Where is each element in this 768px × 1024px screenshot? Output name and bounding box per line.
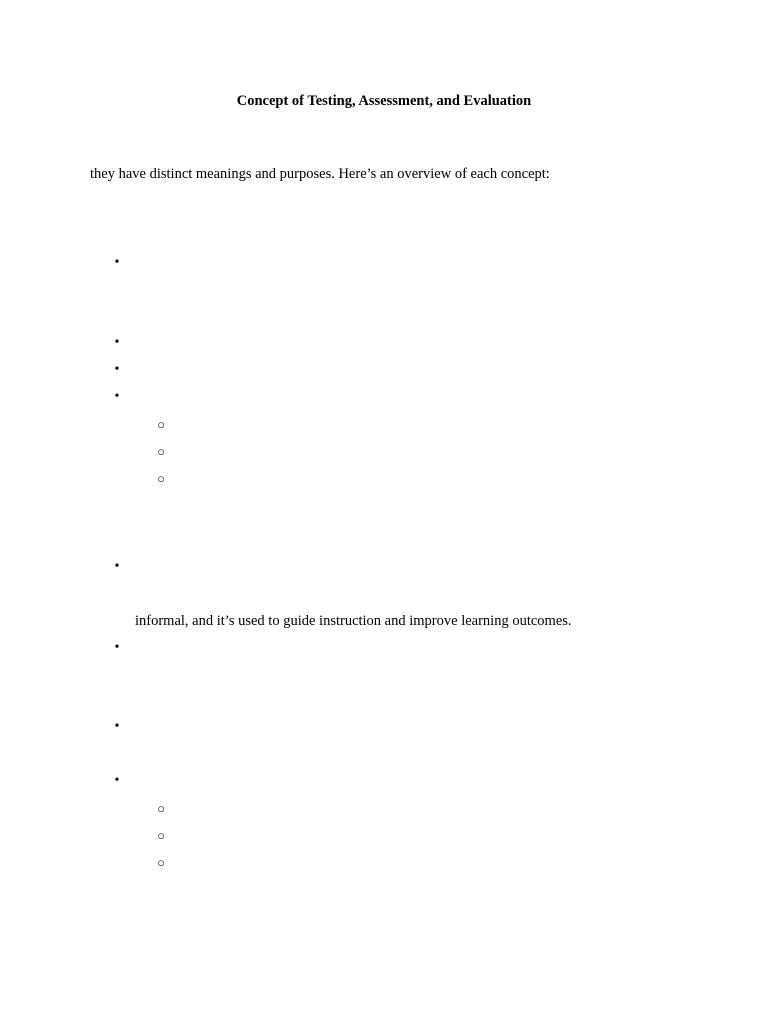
list-sub-bullet: ○	[157, 417, 165, 432]
document-title: Concept of Testing, Assessment, and Evaluation	[236, 93, 532, 109]
list-bullet: •	[114, 640, 120, 655]
list-bullet: •	[114, 773, 120, 788]
list-bullet: •	[114, 719, 120, 734]
list-sub-bullet: ○	[157, 828, 165, 843]
list-bullet: •	[114, 255, 120, 270]
intro-paragraph: they have distinct meanings and purposes. Here’s an overview of each concept:	[90, 166, 550, 182]
list-bullet: •	[114, 559, 120, 574]
list-sub-bullet: ○	[157, 471, 165, 486]
list-bullet: •	[114, 362, 120, 377]
list-bullet: •	[114, 335, 120, 350]
list-sub-bullet: ○	[157, 444, 165, 459]
bullet-continuation-text: informal, and it’s used to guide instruction and improve learning outcomes.	[135, 613, 572, 629]
list-sub-bullet: ○	[157, 855, 165, 870]
list-sub-bullet: ○	[157, 801, 165, 816]
list-bullet: •	[114, 389, 120, 404]
